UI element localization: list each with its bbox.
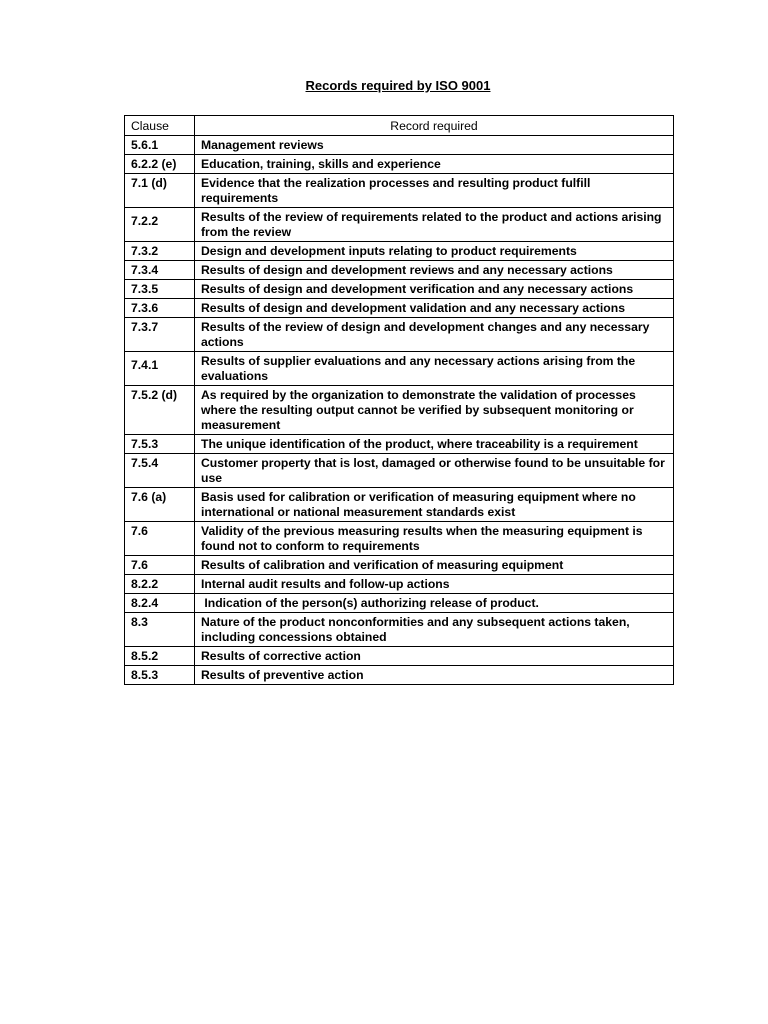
record-cell: Results of the review of design and development changes and any necessary actions: [195, 318, 674, 352]
table-row: [125, 299, 674, 318]
header-clause: Clause: [125, 116, 195, 136]
clause-cell: 8.5.2: [125, 647, 195, 666]
record-cell: Education, training, skills and experience: [195, 155, 674, 174]
records-table-body: [125, 136, 674, 685]
table-row: [125, 174, 674, 208]
page-title: Records required by ISO 9001: [305, 78, 491, 93]
clause-cell: 7.1 (d): [125, 174, 195, 208]
table-row: [125, 318, 674, 352]
table-row: [125, 261, 674, 280]
table-row: [125, 613, 674, 647]
table-row: [125, 435, 674, 454]
record-cell: Validity of the previous measuring results when the measuring equipment is found not to conform to requirements: [195, 522, 674, 556]
record-cell: Nature of the product nonconformities and any subsequent actions taken, including concessions obtained: [195, 613, 674, 647]
table-header-row: [125, 116, 674, 136]
clause-cell: 7.6 (a): [125, 488, 195, 522]
record-cell: As required by the organization to demonstrate the validation of processes where the resulting output cannot be verified by subsequent monitoring or measurement: [195, 386, 674, 435]
clause-cell: 7.6: [125, 522, 195, 556]
header-record-required: Record required: [195, 116, 674, 136]
record-cell: Design and development inputs relating to product requirements: [195, 242, 674, 261]
record-cell: Evidence that the realization processes and resulting product fulfill requirements: [195, 174, 674, 208]
clause-cell: 8.2.4: [125, 594, 195, 613]
record-cell: Basis used for calibration or verification of measuring equipment where no international or national measurement standards exist: [195, 488, 674, 522]
clause-cell: 8.2.2: [125, 575, 195, 594]
table-row: [125, 352, 674, 386]
clause-cell: 7.3.6: [125, 299, 195, 318]
clause-cell: 5.6.1: [125, 136, 195, 155]
clause-cell: 7.2.2: [125, 208, 195, 242]
record-cell: The unique identification of the product, where traceability is a requirement: [195, 435, 674, 454]
record-cell: Results of design and development reviews and any necessary actions: [195, 261, 674, 280]
record-cell: Results of calibration and verification of measuring equipment: [195, 556, 674, 575]
clause-cell: 8.3: [125, 613, 195, 647]
clause-cell: 7.3.4: [125, 261, 195, 280]
record-cell: Results of the review of requirements related to the product and actions arising from the review: [195, 208, 674, 242]
clause-cell: 7.4.1: [125, 352, 195, 386]
record-cell: Results of preventive action: [195, 666, 674, 685]
record-cell: Results of supplier evaluations and any necessary actions arising from the evaluations: [195, 352, 674, 386]
table-row: [125, 594, 674, 613]
clause-cell: 7.5.4: [125, 454, 195, 488]
table-row: [125, 647, 674, 666]
table-row: [125, 386, 674, 435]
clause-cell: 7.6: [125, 556, 195, 575]
record-cell: Results of design and development verification and any necessary actions: [195, 280, 674, 299]
record-cell: Results of design and development validation and any necessary actions: [195, 299, 674, 318]
table-row: [125, 208, 674, 242]
table-row: [125, 488, 674, 522]
table-row: [125, 242, 674, 261]
clause-cell: 6.2.2 (e): [125, 155, 195, 174]
table-row: [125, 522, 674, 556]
record-cell: Indication of the person(s) authorizing release of product.: [195, 594, 674, 613]
clause-cell: 7.3.2: [125, 242, 195, 261]
record-cell: Internal audit results and follow-up actions: [195, 575, 674, 594]
table-row: [125, 155, 674, 174]
clause-cell: 7.5.2 (d): [125, 386, 195, 435]
table-row: [125, 280, 674, 299]
clause-cell: 7.3.5: [125, 280, 195, 299]
record-cell: Results of corrective action: [195, 647, 674, 666]
records-table: [124, 115, 674, 685]
record-cell: Customer property that is lost, damaged or otherwise found to be unsuitable for use: [195, 454, 674, 488]
table-row: [125, 136, 674, 155]
clause-cell: 8.5.3: [125, 666, 195, 685]
table-row: [125, 556, 674, 575]
record-cell: Management reviews: [195, 136, 674, 155]
clause-cell: 7.5.3: [125, 435, 195, 454]
table-row: [125, 454, 674, 488]
table-row: [125, 666, 674, 685]
clause-cell: 7.3.7: [125, 318, 195, 352]
table-row: [125, 575, 674, 594]
